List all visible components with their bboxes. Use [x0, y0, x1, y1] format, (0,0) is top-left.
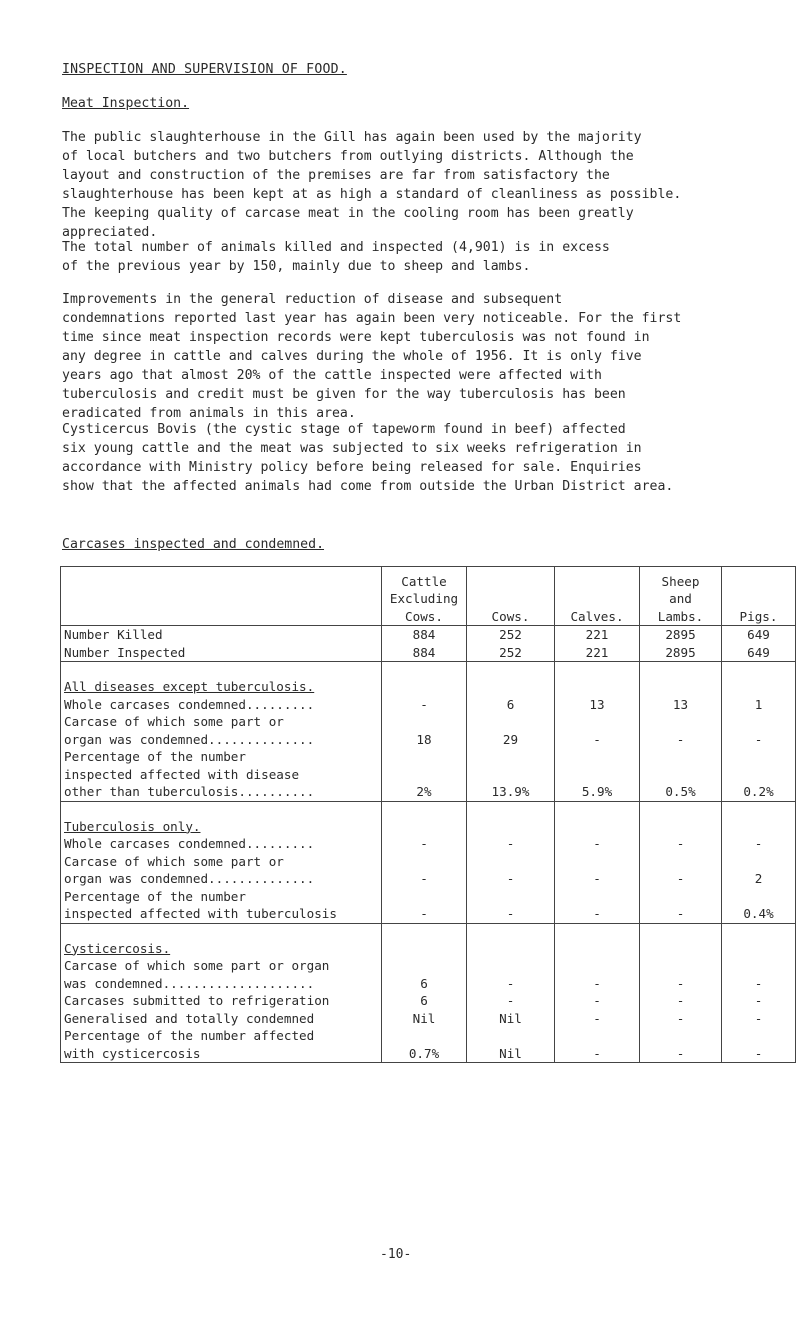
cell: 29: [467, 713, 555, 748]
section-subheading: Meat Inspection.: [62, 96, 190, 111]
table-row: [61, 713, 796, 748]
section-cysticercosis: [61, 923, 796, 1063]
cell: 0.2%: [722, 748, 796, 801]
cell: -: [722, 992, 796, 1010]
row-label: Number Inspected: [61, 644, 382, 662]
section-title-row: [61, 662, 796, 696]
header-calves: Calves.: [555, 567, 640, 626]
row-label: Whole carcases condemned.........: [61, 696, 382, 714]
table-row: [61, 992, 796, 1010]
row-label: Percentage of the number inspected affected with tuberculosis: [61, 888, 382, 924]
cell: 13.9%: [467, 748, 555, 801]
cell: 5.9%: [555, 748, 640, 801]
cell: 1: [722, 696, 796, 714]
section-title: Cysticercosis.: [61, 923, 382, 957]
cell: -: [722, 835, 796, 853]
section-title-row: [61, 923, 796, 957]
paragraph-cysticercus: Cysticercus Bovis (the cystic stage of tapeworm found in beef) affected six young cattle and the meat was subjected to six weeks refrigeration in accordance with Ministry policy before being released for sale. Enquiries show that the affected animals had come from outside the Urban District area.: [62, 422, 674, 494]
table-row: [61, 835, 796, 853]
cell: -: [640, 1010, 722, 1028]
row-label: Whole carcases condemned.........: [61, 835, 382, 853]
cell: -: [722, 1027, 796, 1063]
empty-cell: [555, 662, 640, 696]
row-label: Generalised and totally condemned: [61, 1010, 382, 1028]
cell: -: [555, 957, 640, 992]
table-row-inspected: [61, 644, 796, 662]
row-label: Number Killed: [61, 626, 382, 644]
cell: 884: [382, 644, 467, 662]
empty-cell: [722, 662, 796, 696]
cell: Nil: [467, 1010, 555, 1028]
paragraph-total-animals: The total number of animals killed and inspected (4,901) is in excess of the previous year by 150, mainly due to sheep and lambs.: [62, 240, 610, 274]
cell: Nil: [382, 1010, 467, 1028]
section-all-diseases: [61, 662, 796, 802]
cell: -: [467, 992, 555, 1010]
cell: 884: [382, 626, 467, 644]
cell: 2895: [640, 644, 722, 662]
page-heading: INSPECTION AND SUPERVISION OF FOOD.: [62, 62, 347, 77]
cell: 6: [382, 957, 467, 992]
section-title: All diseases except tuberculosis.: [61, 662, 382, 696]
paragraph-slaughterhouse: The public slaughterhouse in the Gill has again been used by the majority of local butchers and two butchers from outlying districts. Although the layout and construction of the premises are far from satisfactory the slaughterhouse has been kept at as high a standard of cleanliness as possible. The keeping quality of carcase meat in the cooling room has been greatly appreciated.: [62, 130, 682, 240]
header-blank: [61, 567, 382, 626]
page-number: -10-: [380, 1247, 412, 1262]
table-title: Carcases inspected and condemned.: [62, 537, 325, 552]
cell: -: [555, 888, 640, 924]
header-pigs: Pigs.: [722, 567, 796, 626]
cell: 13: [640, 696, 722, 714]
cell: -: [722, 713, 796, 748]
cell: -: [555, 1027, 640, 1063]
cell: 221: [555, 626, 640, 644]
cell: -: [555, 713, 640, 748]
row-label: Carcase of which some part or organ was condemned....................: [61, 957, 382, 992]
row-label: Carcase of which some part or organ was condemned..............: [61, 853, 382, 888]
row-label: Carcases submitted to refrigeration: [61, 992, 382, 1010]
empty-cell: [722, 923, 796, 957]
cell: -: [467, 888, 555, 924]
cell: -: [467, 853, 555, 888]
table-row: [61, 748, 796, 801]
cell: 252: [467, 626, 555, 644]
cell: 0.5%: [640, 748, 722, 801]
cell: 13: [555, 696, 640, 714]
empty-cell: [467, 923, 555, 957]
header-sheep: Sheep and Lambs.: [640, 567, 722, 626]
section-title-row: [61, 801, 796, 835]
table-row: [61, 888, 796, 924]
cell: 6: [382, 992, 467, 1010]
cell: 0.4%: [722, 888, 796, 924]
empty-cell: [382, 923, 467, 957]
cell: 18: [382, 713, 467, 748]
empty-cell: [382, 801, 467, 835]
cell: 2895: [640, 626, 722, 644]
header-cows: Cows.: [467, 567, 555, 626]
empty-cell: [640, 662, 722, 696]
table-row: [61, 957, 796, 992]
cell: -: [555, 992, 640, 1010]
cell: -: [640, 1027, 722, 1063]
cell: -: [640, 888, 722, 924]
cell: Nil: [467, 1027, 555, 1063]
empty-cell: [382, 662, 467, 696]
row-label: Percentage of the number inspected affected with disease other than tuberculosis..........: [61, 748, 382, 801]
section-tuberculosis: [61, 801, 796, 923]
cell: 649: [722, 626, 796, 644]
empty-cell: [640, 923, 722, 957]
table-row: [61, 1027, 796, 1063]
row-label: Percentage of the number affected with cysticercosis: [61, 1027, 382, 1063]
cell: -: [722, 1010, 796, 1028]
empty-cell: [555, 923, 640, 957]
cell: -: [640, 835, 722, 853]
empty-cell: [722, 801, 796, 835]
table-row: [61, 853, 796, 888]
header-cattle: Cattle Excluding Cows.: [382, 567, 467, 626]
cell: 2: [722, 853, 796, 888]
cell: -: [555, 853, 640, 888]
cell: -: [640, 853, 722, 888]
table-row: [61, 1010, 796, 1028]
table-row: [61, 696, 796, 714]
cell: -: [382, 696, 467, 714]
cell: -: [640, 992, 722, 1010]
empty-cell: [555, 801, 640, 835]
section-title: Tuberculosis only.: [61, 801, 382, 835]
cell: -: [555, 835, 640, 853]
cell: -: [467, 957, 555, 992]
cell: -: [640, 713, 722, 748]
table-row-killed: [61, 626, 796, 644]
cell: -: [555, 1010, 640, 1028]
cell: -: [382, 888, 467, 924]
table-header-row: [61, 567, 796, 626]
empty-cell: [467, 801, 555, 835]
cell: 2%: [382, 748, 467, 801]
row-label: Carcase of which some part or organ was condemned..............: [61, 713, 382, 748]
cell: -: [382, 853, 467, 888]
cell: -: [640, 957, 722, 992]
cell: 6: [467, 696, 555, 714]
cell: 649: [722, 644, 796, 662]
cell: 0.7%: [382, 1027, 467, 1063]
cell: 252: [467, 644, 555, 662]
empty-cell: [640, 801, 722, 835]
cell: -: [382, 835, 467, 853]
cell: -: [467, 835, 555, 853]
cell: 221: [555, 644, 640, 662]
paragraph-improvements: Improvements in the general reduction of disease and subsequent condemnations reported last year has again been very noticeable. For the first time since meat inspection records were kept tuberculosis was not found in any degree in cattle and calves during the whole of 1956. It is only five years ago that almost 20% of the cattle inspected were affected with tuberculosis and credit must be given for the way tuberculosis has been eradicated from animals in this area.: [62, 292, 682, 421]
cell: -: [722, 957, 796, 992]
empty-cell: [467, 662, 555, 696]
carcases-table: [60, 566, 796, 1063]
